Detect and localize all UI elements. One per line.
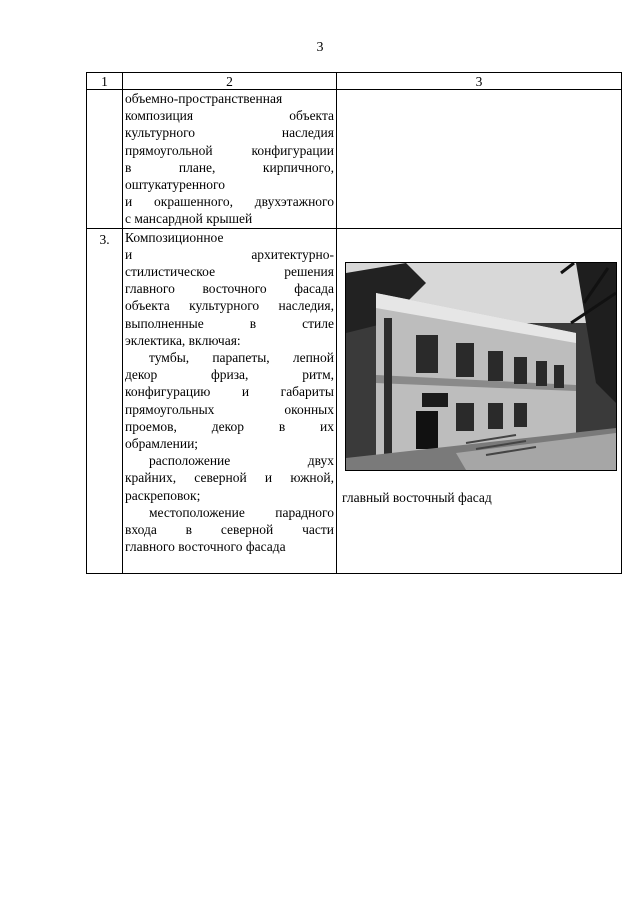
- header-col-2: 2: [123, 73, 337, 90]
- text-line: Композиционное: [125, 229, 224, 245]
- text-line: обрамлении;: [125, 436, 199, 452]
- table-row: [87, 228, 622, 573]
- text-line: культурного наследия: [125, 125, 334, 141]
- text-line: и окрашенного, двухэтажного: [125, 194, 334, 210]
- text-line: выполненные в стиле: [125, 315, 334, 331]
- facade-photo-image: [346, 263, 616, 470]
- table-row: [87, 90, 622, 229]
- text-line: объекта культурного наследия,: [125, 298, 334, 314]
- row-photo-cell: [337, 228, 622, 573]
- text-line: в плане, кирпичного,: [125, 159, 334, 175]
- table-header-row: [87, 73, 622, 90]
- text-line: проемов, декор в их: [125, 418, 334, 434]
- page-number: 3: [316, 40, 324, 55]
- text-line: прямоугольной конфигурации: [125, 142, 334, 158]
- text-line: входа в северной части: [125, 522, 334, 538]
- text-line: главного восточного фасада: [125, 539, 286, 555]
- row-description: [123, 90, 337, 229]
- header-col-3: 3: [337, 73, 622, 90]
- text-line: раскреповок;: [125, 487, 201, 503]
- text-line: декор фриза, ритм,: [125, 367, 334, 383]
- text-line: главного восточного фасада: [125, 281, 334, 297]
- row-number: 3.: [87, 228, 123, 573]
- text-line: с мансардной крышей: [125, 211, 253, 227]
- header-col-1: 1: [87, 73, 123, 90]
- text-line: прямоугольных оконных: [125, 401, 334, 417]
- text-line: тумбы, парапеты, лепной: [149, 350, 334, 366]
- text-line: расположение двух: [149, 453, 334, 469]
- text-line: объемно-пространственная: [125, 91, 283, 106]
- text-line: композиция объекта: [125, 108, 334, 124]
- row-description: [123, 228, 337, 573]
- text-line: конфигурацию и габариты: [125, 384, 334, 400]
- object-table: [86, 72, 622, 574]
- photo-caption: главный восточный фасад: [342, 489, 492, 505]
- row-photo-cell: [337, 90, 622, 229]
- text-line: крайних, северной и южной,: [125, 470, 334, 486]
- row-number: [87, 90, 123, 229]
- text-line: и архитектурно-: [125, 246, 334, 262]
- text-line: стилистическое решения: [125, 264, 334, 280]
- text-line: эклектика, включая:: [125, 332, 241, 348]
- text-line: местоположение парадного: [149, 504, 334, 520]
- facade-photo: [345, 262, 617, 471]
- text-line: оштукатуренного: [125, 177, 225, 193]
